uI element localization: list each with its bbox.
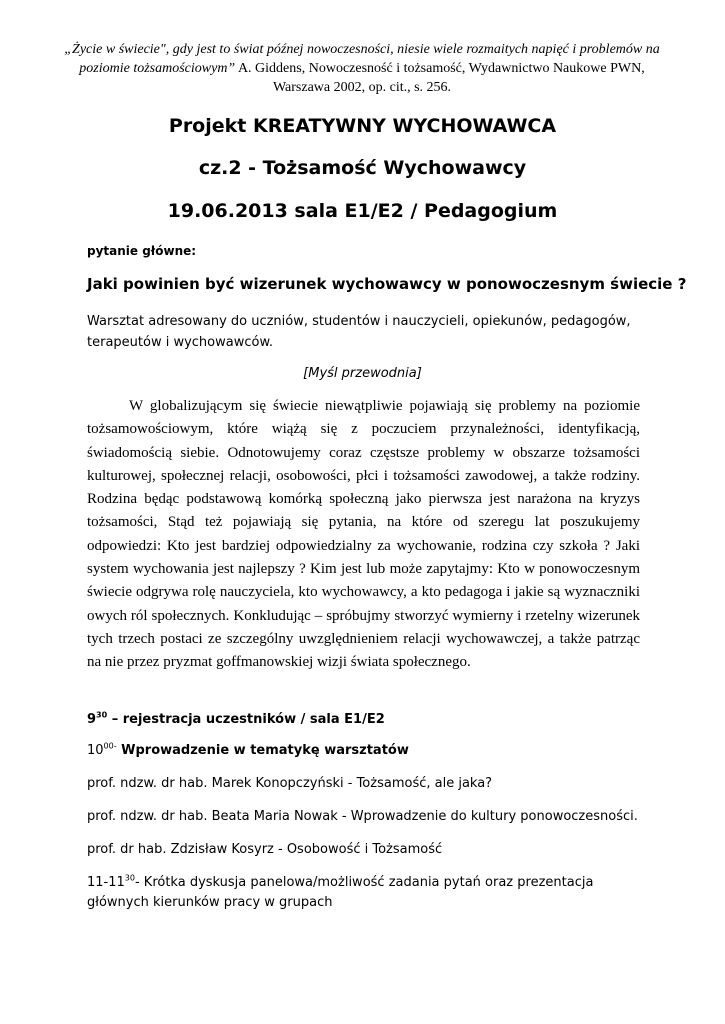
epigraph <box>62 40 662 97</box>
intro-text: Wprowadzenie w tematykę warsztatów <box>116 743 409 758</box>
motto-label: [Myśl przewodnia] <box>303 366 422 381</box>
audience-text: Warsztat adresowany do uczniów, studentów i nauczycieli, opiekunów, pedagogów, terapeutów i wychowawców. <box>87 314 631 350</box>
schedule-intro <box>87 743 409 758</box>
title-project: Projekt KREATYWNY WYCHOWAWCA <box>168 115 557 137</box>
schedule-discussion <box>87 873 647 913</box>
main-question: Jaki powinien być wizerunek wychowawcy w ponowoczesnym świecie ? <box>87 275 687 293</box>
title-part: cz.2 - Tożsamość Wychowawcy <box>198 157 527 179</box>
main-question-label: pytanie główne: <box>87 244 197 258</box>
schedule-registration <box>87 712 385 727</box>
registration-text: – rejestracja uczestników / sala E1/E2 <box>107 712 385 727</box>
title-date-venue: 19.06.2013 sala E1/E2 / Pedagogium <box>167 200 558 222</box>
discussion-minutes: 30 <box>124 873 135 883</box>
epigraph-source: A. Giddens, Nowoczesność i tożsamość, Wydawnictwo Naukowe PWN, Warszawa 2002, op. cit., s. 256. <box>235 61 645 95</box>
talk-item: prof. dr hab. Zdzisław Kosyrz - Osobowość i Tożsamość <box>87 842 443 857</box>
intro-minutes: 00- <box>103 741 117 751</box>
epigraph-quote: „Życie w świecie", gdy jest to świat późnej nowoczesności, niesie wiele rozmaitych napięć i problemów na poziomie tożsamościowym” <box>64 42 660 76</box>
registration-minutes: 30 <box>96 710 108 720</box>
body-paragraph: W globalizującym się świecie niewątpliwie pojawiają się problemy na poziomie tożsamowościowym, które wiążą się z poczuciem przynależności, identyfikacją, świadomością siebie. Odnotowujemy coraz częstsze problemy w obszarze tożsamości kulturowej, społecznej relacji, osobowości, płci i tożsamości zawodowej, a także rodziny. Rodzina będąc podstawową komórką społeczną jako pierwsza jest narażona na kryzys tożsamości, Stąd też pojawiają się pytania, na które od szeregu lat poszukujemy odpowiedzi: Kto jest bardziej odpowiedzialny za wychowanie, rodzina czy szkoła ? Jaki system wychowania jest najlepszy ? Kim jest lub może zapytajmy: Kto w ponowoczesnym świecie odgrywa rolę nauczyciela, kto wychowawcy, a kto pedagoga i jakie są wyznaczniki owych ról społecznych. Konkludując – spróbujmy stworzyć wymierny i rzetelny wizerunek tych trzech postaci ze szczególny uwzględnieniem relacji wychowawczej, a także patrząc na nie przez pryzmat goffmanowskiej wizji świata społecznego. <box>87 398 640 671</box>
talk-item: prof. ndzw. dr hab. Marek Konopczyński - Tożsamość, ale jaka? <box>87 776 493 791</box>
registration-hour: 9 <box>87 712 97 727</box>
intro-hour: 10 <box>87 743 104 758</box>
discussion-text: - Krótka dyskusja panelowa/możliwość zadania pytań oraz prezentacja głównych kierunków pracy w grupach <box>87 875 594 910</box>
discussion-hour: 11-11 <box>87 875 125 890</box>
talk-item: prof. ndzw. dr hab. Beata Maria Nowak - Wprowadzenie do kultury ponowoczesności. <box>87 809 638 824</box>
